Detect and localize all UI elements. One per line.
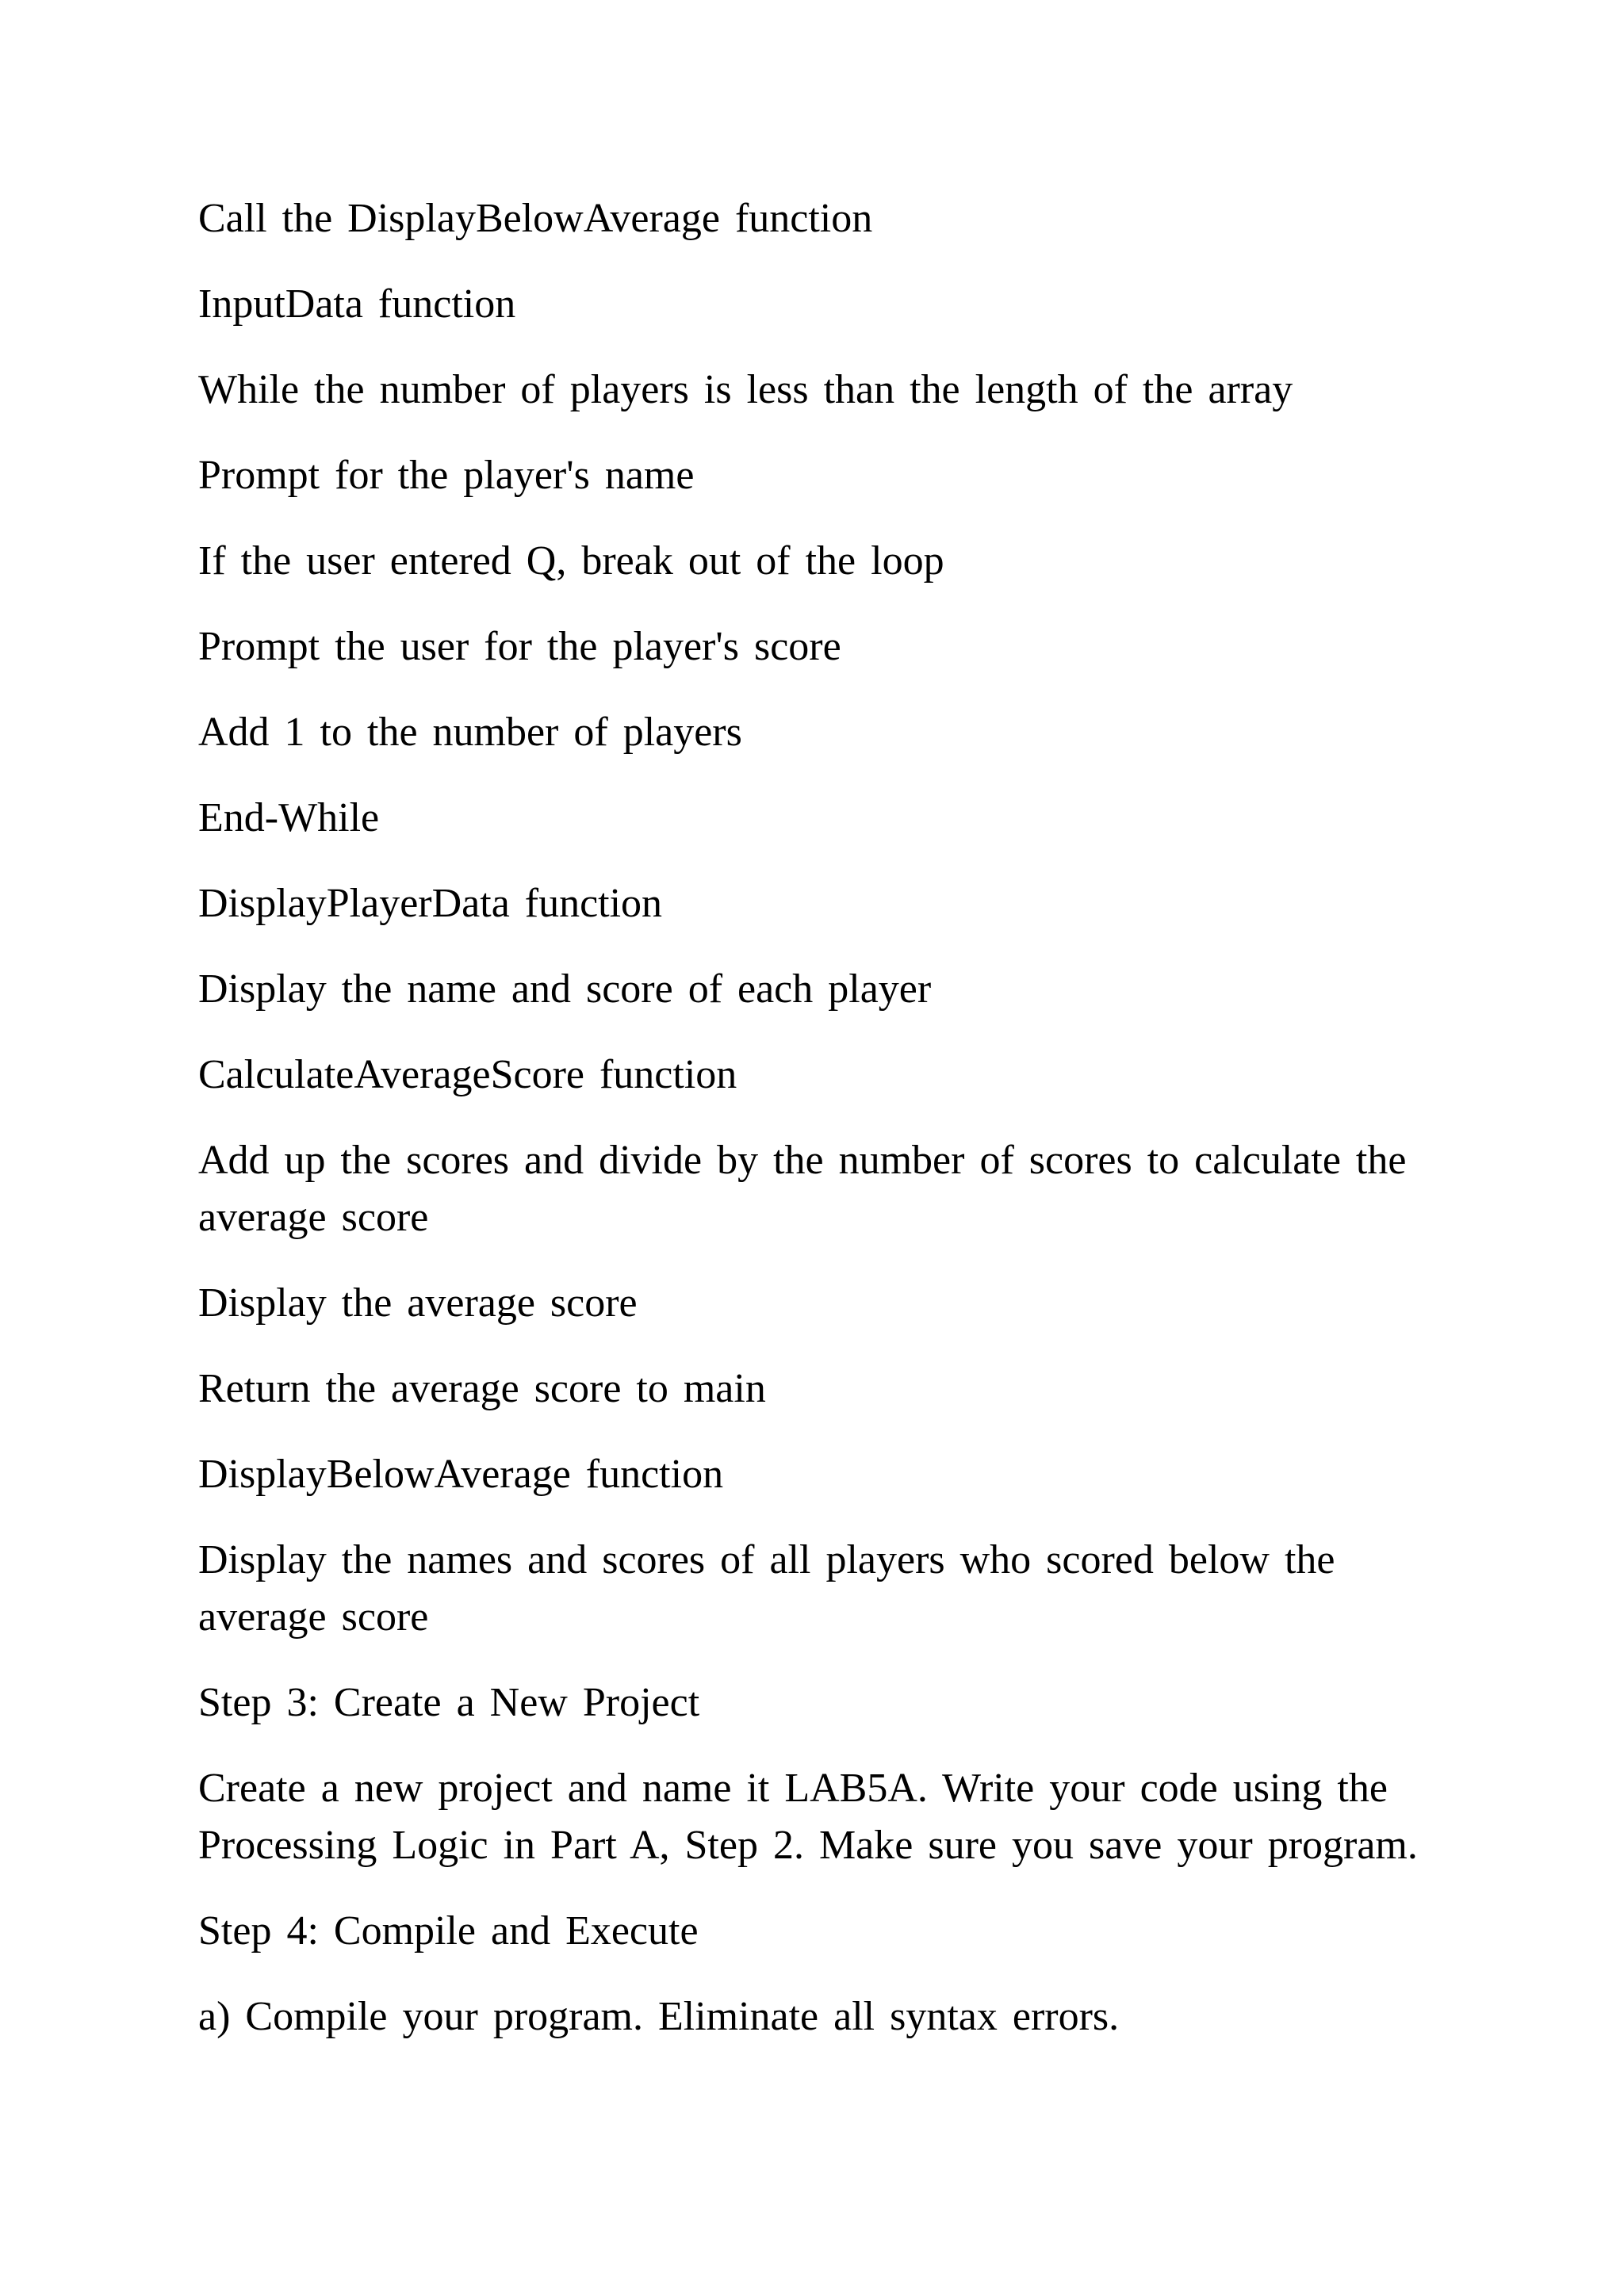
step-end-while: End-While <box>198 795 380 840</box>
step-increment-players: Add 1 to the number of players <box>198 710 742 755</box>
heading-input-data-function: InputData function <box>198 281 516 327</box>
heading-display-player-data-function: DisplayPlayerData function <box>198 881 663 926</box>
step-3-instructions: Create a new project and name it LAB5A. Write your code using the Processing Logic in Part A, Step 2. Make sure you save your program. <box>198 1766 1418 1868</box>
heading-display-below-average-function: DisplayBelowAverage function <box>198 1452 724 1497</box>
step-return-average: Return the average score to main <box>198 1366 766 1411</box>
step-add-divide-scores: Add up the scores and divide by the number of scores to calculate the average score <box>198 1138 1407 1240</box>
heading-calculate-average-score-function: CalculateAverageScore function <box>198 1052 737 1097</box>
step-while-loop: While the number of players is less than the length of the array <box>198 367 1293 412</box>
step-4a-compile: a) Compile your program. Eliminate all syntax errors. <box>198 1994 1120 2039</box>
step-prompt-score: Prompt the user for the player's score <box>198 624 841 669</box>
heading-step-3: Step 3: Create a New Project <box>198 1680 700 1725</box>
step-display-below-average: Display the names and scores of all players who scored below the average score <box>198 1537 1335 1640</box>
step-display-average: Display the average score <box>198 1280 638 1326</box>
step-check-quit: If the user entered Q, break out of the loop <box>198 538 944 584</box>
step-call-display-below-average: Call the DisplayBelowAverage function <box>198 196 873 241</box>
step-prompt-name: Prompt for the player's name <box>198 453 695 498</box>
heading-step-4: Step 4: Compile and Execute <box>198 1908 699 1954</box>
document-body <box>198 190 1435 2074</box>
step-display-name-score: Display the name and score of each player <box>198 966 932 1012</box>
